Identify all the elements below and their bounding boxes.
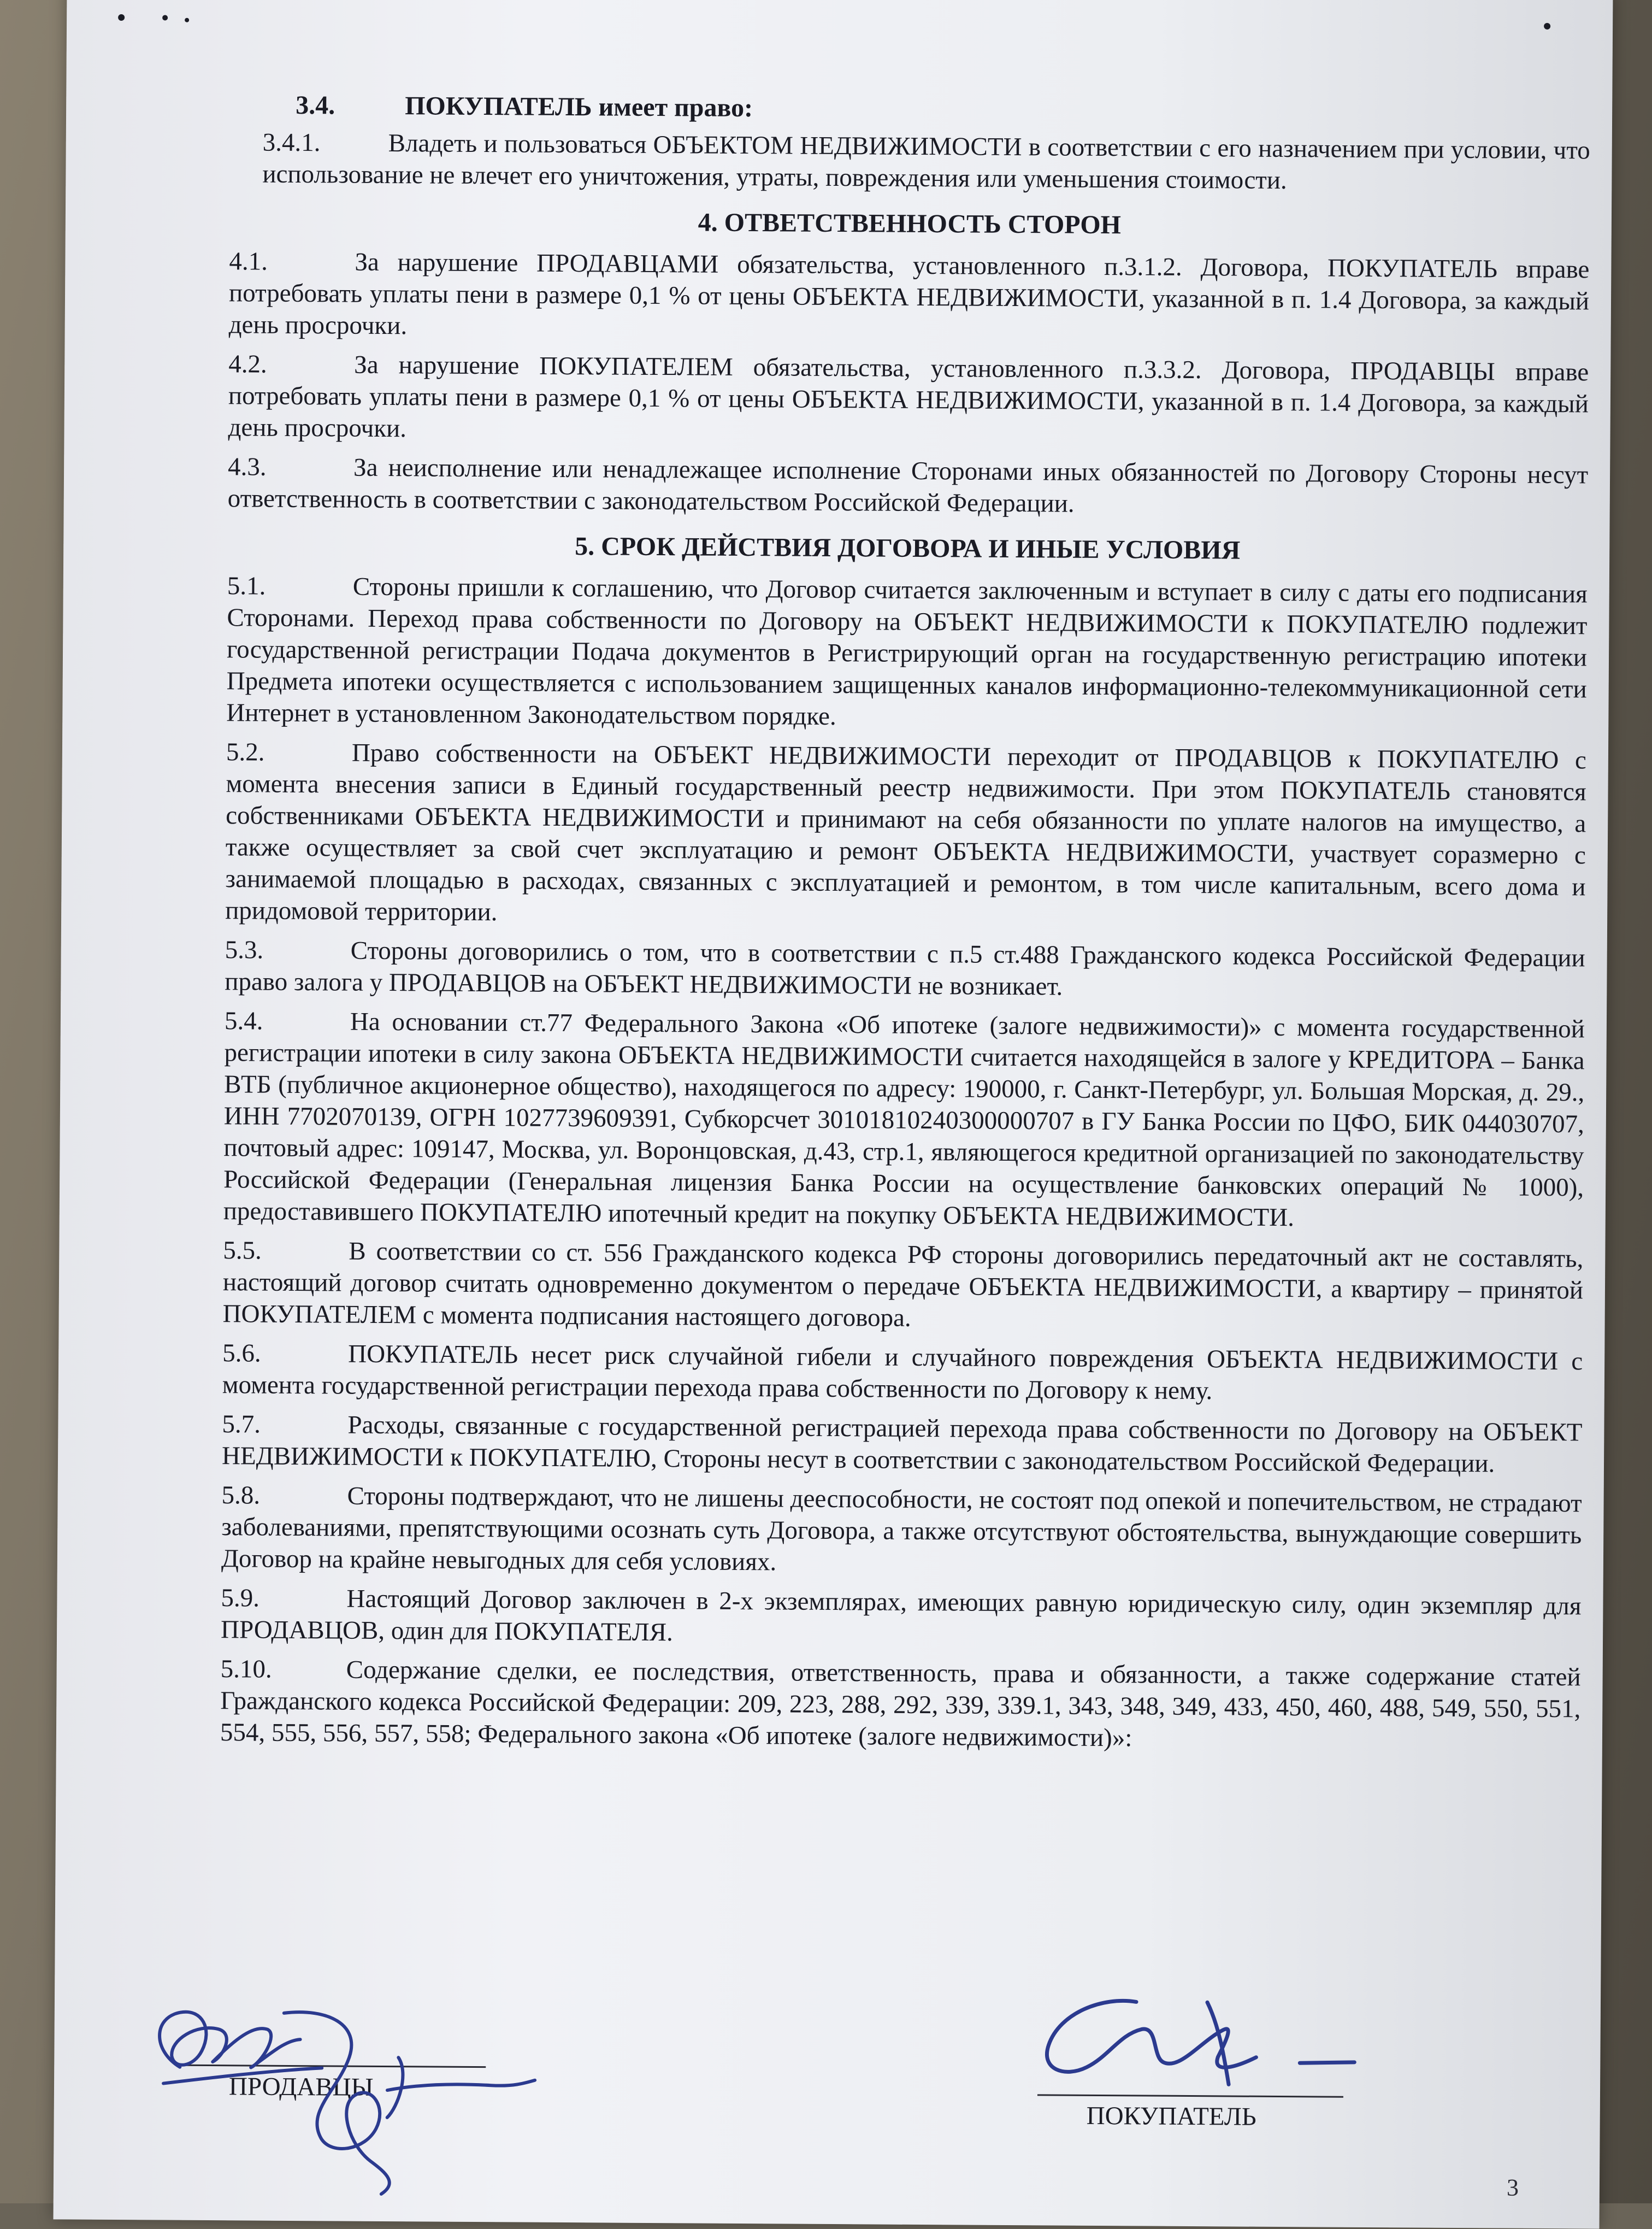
clause-text: Стороны договорились о том, что в соответствии с п.5 ст.488 Гражданского кодекса Российской Федерации право залога у ПРОДАВЦОВ на ОБЪЕКТ НЕДВИЖИМОСТИ не возникает. <box>225 936 1585 1001</box>
clause-5-10 <box>220 1653 1581 1756</box>
document-body <box>220 78 1591 1764</box>
buyer-label: ПОКУПАТЕЛЬ <box>1086 2101 1256 2131</box>
clause-number: 5.4. <box>224 1007 263 1036</box>
clause-text: Право собственности на ОБЪЕКТ НЕДВИЖИМОСТИ переходит от ПРОДАВЦОВ к ПОКУПАТЕЛЮ с момента внесения записи в Единый государственный реестр недвижимости. При этом ПОКУПАТЕЛЬ становятся собственниками ОБЪЕКТА НЕДВИЖИМОСТИ и принимают на себя обязанности по уплате налогов на имущество, а также осуществляет за свой счет эксплуатацию и ремонт ОБЪЕКТА НЕДВИЖИМОСТИ, участвует соразмерно с занимаемой площадью в расходах, связанных с эксплуатацией и ремонтом, в том числе капитальным, всего дома и придомовой территории. <box>225 738 1587 927</box>
clause-5-2 <box>225 736 1586 934</box>
buyer-signature <box>1026 1979 1377 2113</box>
clause-5-1 <box>226 570 1588 737</box>
clause-text: Стороны пришли к соглашению, что Договор считается заключенным и вступает в силу с даты его подписания Сторонами. Переход права собственности по Договору на ОБЪЕКТ НЕДВИЖИМОСТИ к ПОКУПАТЕЛЮ подлежит государственной регистрации Подача документов в Регистрирующий орган на государственную регистрацию ипотеки Предмета ипотеки осуществляется с использованием защищенных каналов информационно-телекоммуникационной сети Интернет в установленном Законодательством порядке. <box>226 572 1588 731</box>
clause-number: 5.1. <box>227 572 266 601</box>
document-page <box>54 0 1613 2229</box>
clause-text: Стороны подтверждают, что не лишены дееспособности, не состоят под опекой и попечительством, не страдают заболеваниями, препятствующими осознать суть Договора, а также отсутствуют обстоятельства, вынуждающие совершить Договор на крайне невыгодных для себя условиях. <box>221 1481 1582 1577</box>
clause-text: В соответствии со ст. 556 Гражданского кодекса РФ стороны договорились передаточный акт не составлять, настоящий договор считать одновременно документом о передаче ОБЪЕКТА НЕДВИЖИМОСТИ, а квартиру – принятой ПОКУПАТЕЛЕМ с момента подписания настоящего договора. <box>222 1237 1584 1332</box>
clause-number: 5.10. <box>220 1655 272 1684</box>
section-title: ПОКУПАТЕЛЬ имеет право: <box>405 91 753 123</box>
clause-number: 4.1. <box>229 247 268 276</box>
clause-text: Содержание сделки, ее последствия, ответственность, права и обязанности, а также содержание статей Гражданского кодекса Российской Федерации: 209, 223, 288, 292, 339, 339.1, 343, 348, 349, 433, 450, 460, 488, 549, 550, 551, 554, 555, 556, 557, 558; Федерального закона «Об ипотеке (залоге недвижимости)»: <box>220 1655 1581 1752</box>
clause-4-3 <box>228 451 1589 522</box>
clause-number: 5.2. <box>226 738 265 767</box>
clause-text: Настоящий Договор заключен в 2-х экземплярах, имеющих равную юридическую силу, один экземпляр для ПРОДАВЦОВ, один для ПОКУПАТЕЛЯ. <box>220 1584 1582 1647</box>
clause-number: 5.6. <box>222 1339 261 1368</box>
sellers-signature-line <box>180 2065 486 2068</box>
clause-number: 5.5. <box>223 1236 262 1265</box>
clause-number: 5.3. <box>225 936 264 964</box>
section-3-4-heading <box>296 90 1590 129</box>
clause-number: 3.4.1. <box>262 128 321 157</box>
clause-number: 5.7. <box>222 1410 261 1439</box>
clause-5-9 <box>221 1582 1582 1654</box>
clause-4-1 <box>229 245 1590 349</box>
staple-marks <box>99 1 1574 43</box>
clause-5-7 <box>222 1408 1583 1480</box>
section-5-heading: 5. СРОК ДЕЙСТВИЯ ДОГОВОРА И ИНЫЕ УСЛОВИЯ <box>575 532 1241 565</box>
clause-number: 5.8. <box>221 1481 261 1510</box>
clause-text: Владеть и пользоваться ОБЪЕКТОМ НЕДВИЖИМОСТИ в соответствии с его назначением при условии, что использование не влечет его уничтожения, утраты, повреждения или уменьшения стоимости. <box>262 128 1590 195</box>
clause-5-8 <box>221 1479 1582 1583</box>
clause-text: На основании ст.77 Федерального Закона «Об ипотеке (залоге недвижимости)» с момента государственной регистрации ипотеки в силу закона ОБЪЕКТА НЕДВИЖИМОСТИ считается находящейся в залоге у КРЕДИТОРА – Банка ВТБ (публичное акционерное общество), находящегося по адресу: 190000, г. Санкт-Петербург, ул. Большая Морская, д. 29., ИНН 7702070139, ОГРН 1027739609391, Субкорсчет 30101810240300000707 в ГУ Банка России по ЦФО, БИК 044030707, почтовый адрес: 109147, Москва, ул. Воронцовская, д.43, стр.1, являющегося кредитной организацией по законодательству Российской Федерации (Генеральная лицензия Банка России на осуществление банковских операций № 1000), предоставившего ПОКУПАТЕЛЮ ипотечный кредит на покупку ОБЪЕКТА НЕДВИЖИМОСТИ. <box>223 1007 1585 1232</box>
clause-number: 4.2. <box>228 350 267 379</box>
clause-number: 4.3. <box>227 452 267 481</box>
clause-text: За неисполнение или ненадлежащее исполнение Сторонами иных обязанностей по Договору Стороны несут ответственность в соответствии с законодательством Российской Федерации. <box>227 453 1589 518</box>
clause-5-3 <box>225 934 1585 1005</box>
clause-text: За нарушение ПОКУПАТЕЛЕМ обязательства, установленного п.3.3.2. Договора, ПРОДАВЦЫ вправе потребовать уплаты пени в размере 0,1 % от цены ОБЪЕКТА НЕДВИЖИМОСТИ, указанной в п. 1.4 Договора, за каждый день просрочки. <box>228 350 1589 443</box>
clause-4-2 <box>228 348 1589 451</box>
clause-3-4-1 <box>262 127 1590 198</box>
section-4-heading: 4. ОТВЕТСТВЕННОСТЬ СТОРОН <box>698 208 1122 240</box>
clause-text: ПОКУПАТЕЛЬ несет риск случайной гибели и случайного повреждения ОБЪЕКТА НЕДВИЖИМОСТИ с момента государственной регистрации перехода права собственности по Договору к нему. <box>222 1339 1583 1405</box>
clause-5-4 <box>223 1005 1585 1235</box>
sellers-label: ПРОДАВЦЫ <box>228 2072 374 2102</box>
clause-text: Расходы, связанные с государственной регистрацией перехода права собственности по Договору на ОБЪЕКТ НЕДВИЖИМОСТИ к ПОКУПАТЕЛЮ, Стороны несут в соответствии с законодательством Российской Федерации. <box>221 1410 1583 1478</box>
clause-number: 5.9. <box>221 1584 260 1613</box>
clause-5-6 <box>222 1337 1583 1409</box>
page-number: 3 <box>1506 2174 1519 2201</box>
clause-text: За нарушение ПРОДАВЦАМИ обязательства, установленного п.3.1.2. Договора, ПОКУПАТЕЛЬ вправе потребовать уплаты пени в размере 0,1 % от цены ОБЪЕКТА НЕДВИЖИМОСТИ, указанной в п. 1.4 Договора, за каждый день просрочки. <box>228 248 1590 340</box>
clause-5-5 <box>222 1234 1583 1338</box>
buyer-signature-line <box>1037 2094 1343 2097</box>
section-number: 3.4. <box>296 90 335 120</box>
sellers-signature <box>141 1974 558 2206</box>
